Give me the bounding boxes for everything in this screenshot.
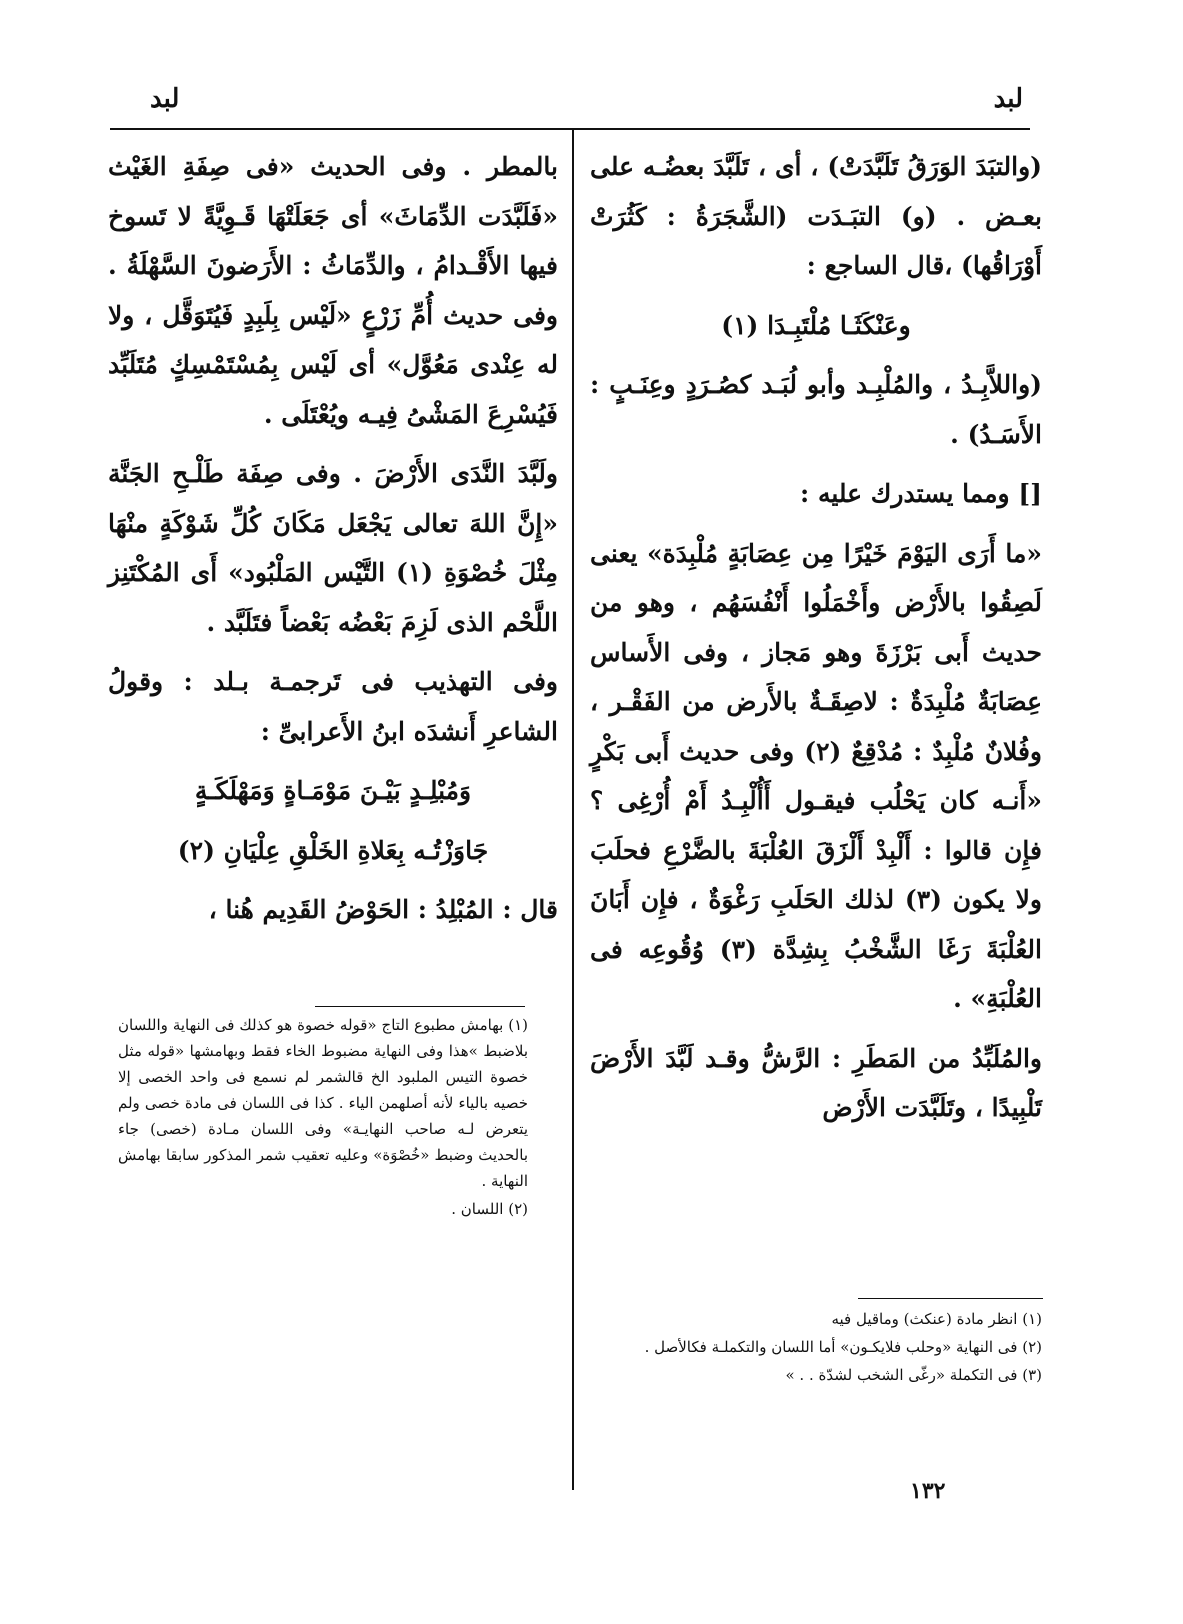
running-head-right: لبد (993, 84, 1023, 114)
left-paragraph-3: وفى التهذيب فى تَرجمـة بـلد : وقولُ الشاعرِ أَنشدَه ابنُ الأَعرابىِّ : (108, 667, 558, 746)
footnote-right-3: (٣) فى التكملة «رغّى الشخب لشدّة . . » (785, 1366, 1042, 1384)
running-head-left: لبد (150, 84, 180, 114)
footnotes-left (118, 1012, 528, 1224)
header-rule (110, 128, 1030, 130)
right-column (590, 142, 1042, 1143)
left-verse-2: جَاوَزْتُـه بِعَلاةِ الخَلْقِ عِلْيَانِ (٢) (177, 835, 489, 865)
column-divider (572, 130, 574, 1490)
right-paragraph-1: (والتبَدَ الوَرَقُ تَلَبَّدَتْ) ، أى ، تَلَبَّدَ بعضُـه على بعـض . (و) التبَـدَت (الشَّجَرَةُ : كَثُرَتْ أَوْرَاقُها) ،قال الساجع : (590, 152, 1042, 280)
footnote-left-2: (٢) اللسان . (451, 1200, 528, 1218)
footnote-right-1: (١) انظر مادة (عنكث) وماقيل فيه (831, 1310, 1042, 1328)
footnote-right-2: (٢) فى النهاية «وحلب فلايكـون» أما اللسان والتكملـة فكالأصل . (644, 1338, 1042, 1356)
page-number: ١٣٢ (910, 1478, 946, 1504)
left-verse-1: وَمُبْلِـدٍ بَيْـنَ مَوْمَـاةٍ وَمَهْلَكَـةٍ (194, 776, 472, 805)
left-paragraph-1: بالمطر . وفى الحديث «فى صِفَةِ الغَيْث «فَلَبَّدَت الدِّمَاثَ» أى جَعَلَتْهَا قَـوِيَّةً لا تَسوخ فيها الأَقْـدامُ ، والدِّمَاثُ : الأَرَضونَ السَّهْلَةُ . وفى حديث أُمِّ زَرْعٍ «لَيْس بِلَبِدٍ فَيُتَوَقَّل ، ولا له عِنْدى مَعُوَّل» أى لَيْس بِمُسْتَمْسِكٍ مُتَلَبِّد فَيُسْرِعَ المَشْىُ فِيـه ويُعْتَلَى . (108, 152, 558, 429)
left-paragraph-2: ولَبَّدَ النَّدَى الأَرْضَ . وفى صِفَة طَلْـحِ الجَنَّة «إِنَّ اللهَ تعالى يَجْعَل مَكَانَ كُلِّ شَوْكَةٍ منْهَا مِثْلَ خُصْوَةِ (١) التَّيْس المَلْبُود» أَى المُكْتَنِز اللَّحْم الذى لَزِمَ بَعْضُه بَعْضاً فتَلَبَّد . (108, 459, 558, 637)
footnotes-right (610, 1306, 1042, 1390)
right-paragraph-5: والمُلَبِّدُ من المَطَرِ : الرَّشُّ وقـد لَبَّدَ الأَرْضَ تَلْبِيدًا ، وتَلَبَّدَت الأَرْض (590, 1043, 1042, 1122)
right-paragraph-3: [] ومما يستدرك عليه : (800, 479, 1042, 508)
right-verse: وعَنْكَثَـا مُلْتَبِـدَا (١) (721, 310, 911, 340)
footnote-rule-left (315, 1006, 525, 1007)
right-paragraph-4: «ما أَرَى اليَوْمَ خَيْرًا مِن عِصَابَةٍ مُلْبِدَة» يعنى لَصِقُوا بالأَرْض وأَخْمَلُوا أَنْفُسَهُم ، وهو من حديث أَبى بَرْزَةَ وهو مَجاز ، وفى الأَساس عِصَابَةٌ مُلْبِدَةٌ : لاصِقَـةٌ بالأَرض من الفَقْـر ، وفُلانٌ مُلْبِدٌ : مُدْقِعٌ (٢) وفى حديث أَبى بَكْرٍ «أَنـه كان يَحْلُب فيقـول أَأُلْبِـدُ أَمْ أُرْغِى ؟ فإِن قالوا : أَلْبِدْ أَلْزَقَ العُلْبَةَ بالضَّرْعِ فحلَبَ ولا يكون (٣) لذلك الحَلَبِ رَغْوَةٌ ، فإِن أَبَانَ العُلْبَةَ رَغَا الشَّخْبُ بِشِدَّة (٣) وُقُوعِه فى العُلْبَةِ» . (590, 538, 1043, 1013)
left-paragraph-4: قال : المُبْلِدُ : الحَوْضُ القَدِيم هُنا ، (208, 895, 558, 924)
left-column (108, 142, 558, 945)
footnote-rule-right (858, 1298, 1043, 1299)
right-paragraph-2: (واللاَّبِـدُ ، والمُلْبِـد وأبو لُبَـد كصُـرَدٍ وعِنَـبٍ : الأَسَـدُ) . (590, 370, 1042, 449)
footnote-left-1: (١) بهامش مطبوع التاج «قوله خصوة هو كذلك فى النهاية واللسان بلاضبط »هذا وفى النهاية مضبوط الخاء فقط وبهامشها «قوله مثل خصوة التيس الملبود الخ قالشمر لم نسمع فى واحد الخصى إلا خصيه بالياء لأنه أصلهمن الياء . كذا فى اللسان فى مادة خصى ولم يتعرض لـه صاحب النهايـة» وفى اللسان مـادة (خصى) جاء بالحديث وضبط «خُصْوَة» وعليه تعقيب شمر المذكور سابقا بهامش النهاية . (118, 1016, 528, 1190)
